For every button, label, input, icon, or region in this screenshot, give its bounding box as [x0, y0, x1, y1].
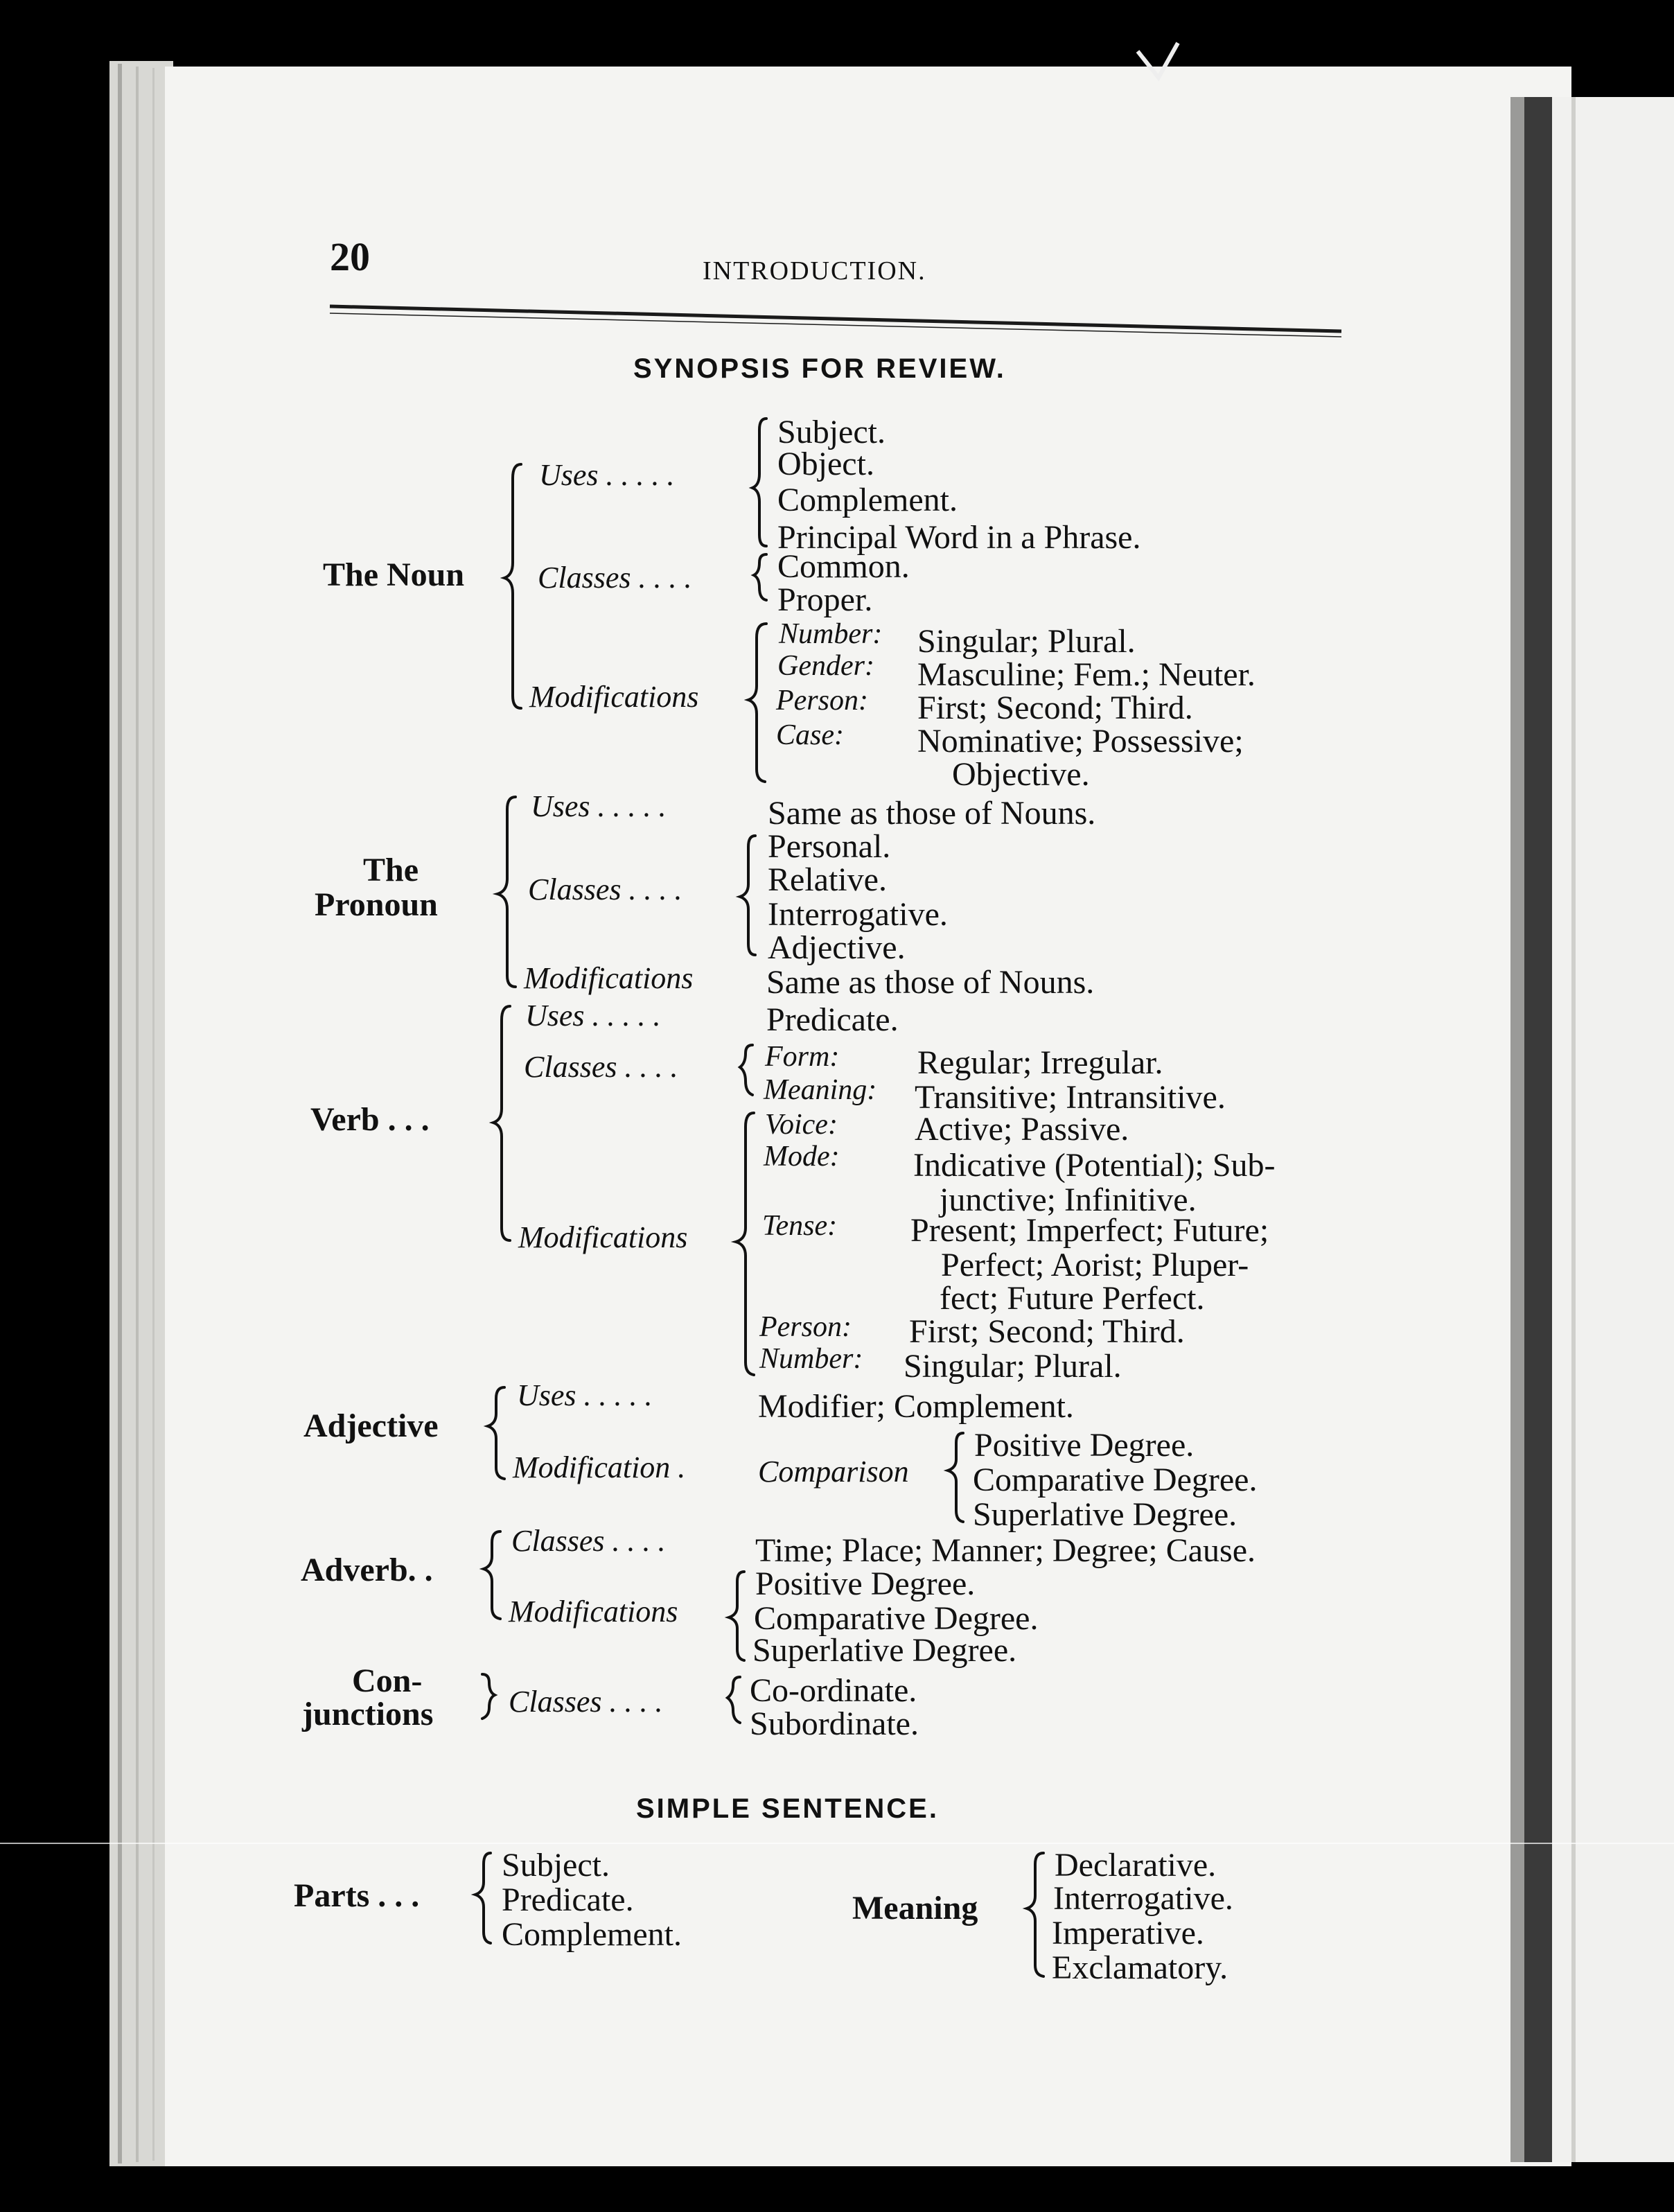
- verb-mod-value: Active; Passive.: [915, 1111, 1129, 1148]
- noun-mod-value: Masculine; Fem.; Neuter.: [917, 656, 1256, 693]
- pronoun-uses-label: Uses . . . . .: [531, 789, 667, 823]
- simple-sentence-title: SIMPLE SENTENCE.: [636, 1793, 939, 1824]
- noun-mod-name: Number:: [779, 618, 883, 650]
- conjunctions-class-item: Subordinate.: [750, 1705, 919, 1742]
- adverb-main-brace: [484, 1531, 500, 1619]
- noun-mod-value: Nominative; Possessive;: [917, 723, 1244, 760]
- pronoun-class-item: Relative.: [768, 861, 887, 898]
- verb-mod-value: Perfect; Aorist; Pluper-: [941, 1247, 1249, 1283]
- verb-uses-label: Uses . . . . .: [525, 999, 661, 1033]
- pronoun-modifications-label: Modifications: [524, 961, 694, 995]
- adverb-classes-label: Classes . . . .: [511, 1524, 666, 1558]
- verb-classes-label: Classes . . . .: [524, 1050, 678, 1084]
- noun-mod-name: Person:: [776, 685, 868, 717]
- verb-classes-brace: [740, 1045, 752, 1095]
- noun-use-item: Subject.: [777, 414, 886, 450]
- adverb-degree-item: Comparative Degree.: [754, 1600, 1039, 1637]
- meaning-item: Imperative.: [1052, 1915, 1204, 1951]
- noun-uses-brace: [752, 419, 766, 546]
- pronoun-classes-label: Classes . . . .: [528, 872, 682, 906]
- adverb-degree-item: Positive Degree.: [755, 1565, 976, 1602]
- meaning-label: Meaning: [852, 1890, 978, 1926]
- verb-uses-value: Predicate.: [766, 1001, 899, 1038]
- adjective-degree-item: Superlative Degree.: [973, 1496, 1237, 1533]
- noun-classes-label: Classes . . . .: [538, 561, 692, 595]
- adjective-main-brace: [488, 1387, 504, 1479]
- noun-use-item: Complement.: [777, 482, 958, 518]
- verb-mod-value: First; Second; Third.: [909, 1313, 1185, 1350]
- noun-modifications-label: Modifications: [529, 680, 699, 714]
- adjective-modification-label: Modification .: [513, 1450, 686, 1484]
- adverb-degree-item: Superlative Degree.: [752, 1632, 1017, 1669]
- pronoun-class-item: Interrogative.: [768, 896, 948, 933]
- noun-use-item: Principal Word in a Phrase.: [777, 519, 1141, 556]
- adjective-degree-item: Comparative Degree.: [973, 1462, 1258, 1498]
- pronoun-class-item: Personal.: [768, 828, 891, 865]
- noun-label: The Noun: [323, 556, 465, 593]
- conjunctions-classes-brace: [728, 1677, 740, 1723]
- adverb-label: Adverb. .: [301, 1552, 433, 1588]
- noun-class-item: Common.: [777, 548, 910, 585]
- noun-mod-value: First; Second; Third.: [917, 690, 1193, 726]
- parts-brace: [475, 1853, 491, 1943]
- verb-mod-name: Mode:: [764, 1141, 840, 1173]
- noun-modifications-brace: [748, 624, 766, 782]
- pronoun-uses-value: Same as those of Nouns.: [768, 795, 1096, 832]
- pronoun-modifications-value: Same as those of Nouns.: [766, 964, 1095, 1001]
- adjective-degree-item: Positive Degree.: [974, 1427, 1195, 1464]
- noun-mod-continuation: Objective.: [952, 756, 1090, 793]
- adverb-classes-value: Time; Place; Manner; Degree; Cause.: [755, 1532, 1256, 1569]
- meaning-item: Interrogative.: [1053, 1880, 1233, 1917]
- adjective-uses-value: Modifier; Complement.: [758, 1388, 1074, 1425]
- pronoun-label: The: [363, 852, 419, 888]
- pronoun-classes-brace: [740, 836, 755, 955]
- noun-main-brace: [504, 464, 521, 708]
- verb-mod-name: Tense:: [762, 1210, 838, 1242]
- verb-mod-value: fect; Future Perfect.: [940, 1280, 1205, 1317]
- pronoun-main-brace: [497, 797, 516, 987]
- verb-mod-name: Person:: [759, 1311, 852, 1343]
- noun-uses-label: Uses . . . . .: [539, 458, 675, 492]
- parts-item: Complement.: [502, 1916, 682, 1953]
- synopsis-title: SYNOPSIS FOR REVIEW.: [633, 353, 1006, 384]
- adjective-label: Adjective: [303, 1407, 439, 1444]
- page-number: 20: [330, 234, 370, 279]
- verb-class-name: Form:: [765, 1041, 840, 1073]
- pronoun-class-item: Adjective.: [768, 929, 906, 966]
- verb-mod-value: Singular; Plural.: [904, 1348, 1122, 1385]
- verb-mod-value: Present; Imperfect; Future;: [910, 1212, 1269, 1249]
- meaning-item: Exclamatory.: [1052, 1949, 1228, 1986]
- conjunctions-label: Con-: [352, 1662, 423, 1699]
- noun-mod-name: Gender:: [777, 650, 874, 682]
- pronoun-label: Pronoun: [315, 886, 438, 923]
- verb-mod-value: junctive; Infinitive.: [940, 1182, 1197, 1218]
- adjective-uses-label: Uses . . . . .: [517, 1378, 653, 1412]
- parts-item: Predicate.: [502, 1881, 634, 1918]
- noun-mod-name: Case:: [776, 719, 844, 751]
- verb-main-brace: [493, 1006, 510, 1240]
- adjective-comparison-brace: [948, 1433, 963, 1522]
- verb-class-value: Transitive; Intransitive.: [915, 1079, 1226, 1116]
- verb-class-name: Meaning:: [764, 1074, 877, 1106]
- parts-item: Subject.: [502, 1847, 610, 1884]
- conjunctions-label-brace: [482, 1674, 495, 1719]
- noun-mod-value: Singular; Plural.: [917, 623, 1136, 660]
- conjunctions-label: junctions: [302, 1696, 434, 1732]
- adjective-comparison-label: Comparison: [758, 1455, 909, 1489]
- noun-class-item: Proper.: [777, 581, 873, 618]
- conjunctions-class-item: Co-ordinate.: [750, 1672, 917, 1709]
- meaning-item: Declarative.: [1055, 1847, 1217, 1884]
- noun-classes-brace: [754, 554, 766, 600]
- verb-label: Verb . . .: [310, 1101, 430, 1138]
- parts-label: Parts . . .: [294, 1877, 420, 1914]
- meaning-brace: [1027, 1853, 1043, 1976]
- adverb-modifications-label: Modifications: [509, 1595, 678, 1629]
- conjunctions-classes-label: Classes . . . .: [509, 1685, 663, 1719]
- noun-use-item: Object.: [777, 446, 874, 482]
- verb-mod-value: Indicative (Potential); Sub-: [913, 1147, 1276, 1184]
- verb-mod-name: Voice:: [765, 1109, 838, 1141]
- verb-mod-name: Number:: [759, 1343, 863, 1375]
- verb-class-value: Regular; Irregular.: [917, 1044, 1163, 1081]
- verb-modifications-label: Modifications: [518, 1220, 688, 1254]
- adverb-modifications-brace: [729, 1572, 744, 1660]
- running-title: INTRODUCTION.: [703, 256, 926, 286]
- verb-modifications-brace: [736, 1113, 754, 1375]
